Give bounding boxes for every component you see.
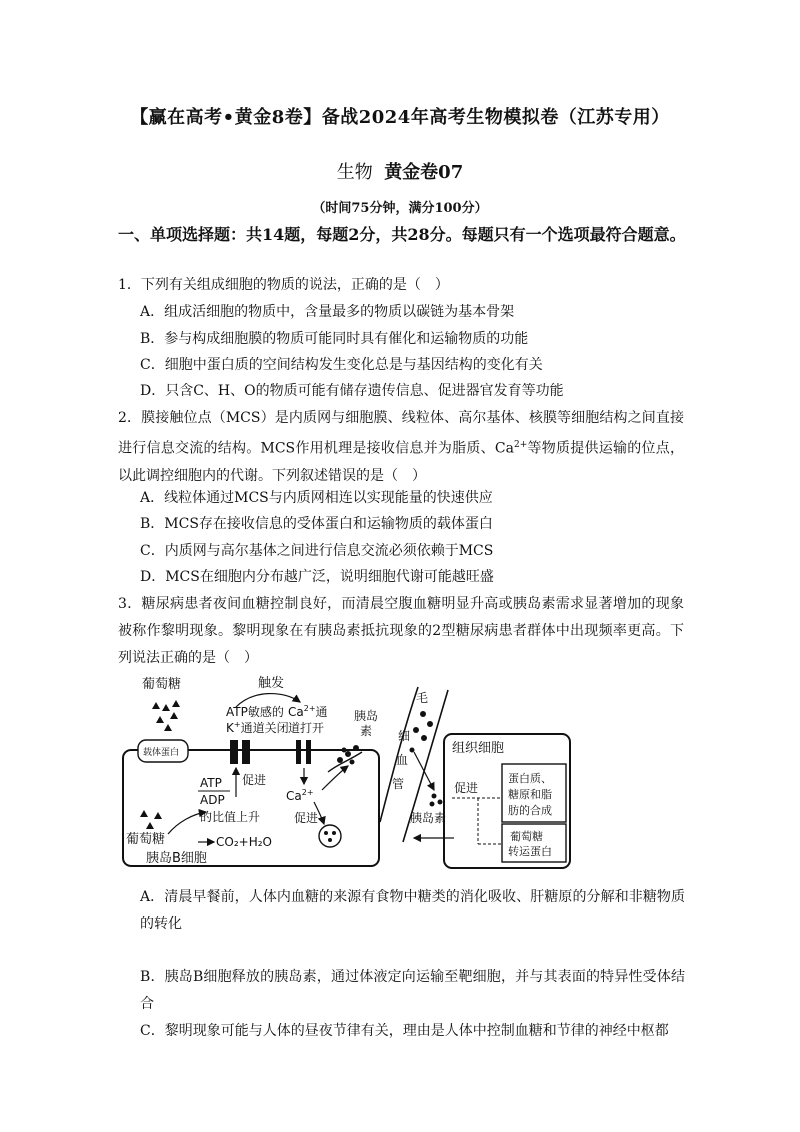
atp-label: ATP <box>200 776 222 790</box>
glucose-inside-label: 葡萄糖 <box>126 832 166 847</box>
question-2-option-a: A．线粒体通过MCS与内质网相连以实现能量的快速供应 <box>140 490 493 506</box>
ratio-label: 的比值上升 <box>200 810 261 824</box>
transporter-line-2: 转运蛋白 <box>508 845 552 858</box>
question-3-option-a: A．清晨早餐前，人体内血糖的来源有食物中糖类的消化吸收、肝糖原的分解和非糖物质的转化 <box>140 889 685 932</box>
question-2-option-c: C．内质网与高尔基体之间进行信息交流必须依赖于MCS <box>140 543 494 559</box>
insulin-blood-label: 胰岛素 <box>410 811 447 825</box>
ca-ion-label: $Ca^{2+}$ <box>286 788 314 803</box>
promote-label-2: 促进 <box>294 811 319 825</box>
ca-channel-label-1: $Ca^{2+}$通 <box>288 704 328 719</box>
insulin-label-1: 胰岛 <box>354 709 379 723</box>
atp-channel-label-2: K+通道关闭 <box>226 720 289 735</box>
ca-channel-left <box>296 740 301 764</box>
trigger-label: 触发 <box>258 676 285 691</box>
k-channel-left <box>230 740 238 764</box>
carrier-protein-label: 载体蛋白 <box>143 748 180 758</box>
question-1-option-a: A．组成活细胞的物质中，含量最多的物质以碳链为基本骨架 <box>140 304 515 320</box>
question-1-option-b: B．参与构成细胞膜的物质可能同时具有催化和运输物质的功能 <box>140 331 529 347</box>
question-2-stem: 2．膜接触位点（MCS）是内质网与细胞膜、线粒体、高尔基体、核膜等细胞结构之间直接进行信息交流的结构。MCS作用机理是接收信息并为脂质、$Ca^{2+}$等物质提供运输的位点，以此调控细胞内的代谢。下列叙述错误的是（ ） <box>118 410 685 484</box>
capillary-char-4: 管 <box>392 777 405 791</box>
insulin-vesicle <box>319 825 341 847</box>
section-heading: 一、单项选择题：共14题，每题2分，共28分。每题只有一个选项最符合题意。 <box>118 225 686 244</box>
synthesis-line-1: 蛋白质、 <box>508 772 552 785</box>
tissue-cell-label: 组织细胞 <box>452 741 505 756</box>
capillary-char-2: 细 <box>398 729 411 743</box>
glucose-top-label: 葡萄糖 <box>142 677 182 692</box>
synthesis-line-3: 肪的合成 <box>508 804 552 817</box>
subject-label: 生物 <box>336 162 373 183</box>
glucose-molecules-top <box>152 700 180 731</box>
insulin-label-2: 素 <box>360 724 373 738</box>
adp-label: ADP <box>200 793 225 807</box>
ca-channel-right <box>306 740 311 764</box>
time-note: （时间75分钟，满分100分） <box>312 201 488 216</box>
synthesis-line-2: 糖原和脂 <box>508 788 552 801</box>
question-3-stem: 3．糖尿病患者夜间血糖控制良好，而清晨空腹血糖明显升高或胰岛素需求显著增加的现象被称作黎明现象。黎明现象在有胰岛素抵抗现象的2型糖尿病患者群体中出现频率更高。下列说法正确的是（ ） <box>118 596 684 666</box>
question-2-option-b: B．MCS存在接收信息的受体蛋白和运输物质的载体蛋白 <box>140 516 493 532</box>
exam-sub-title <box>0 158 800 184</box>
question-1-option-d: D．只含C、H、O的物质可能有储存遗传信息、促进器官发育等功能 <box>140 383 564 399</box>
paper-label: 黄金卷07 <box>384 162 464 183</box>
k-channel-right <box>242 740 250 764</box>
transporter-line-1: 葡萄糖 <box>510 830 543 843</box>
capillary-char-3: 血 <box>396 753 409 767</box>
question-1-stem: 1．下列有关组成细胞的物质的说法，正确的是（ ） <box>118 277 449 293</box>
insulin-secretion-diagram <box>118 672 578 872</box>
question-1-option-c: C．细胞中蛋白质的空间结构发生变化总是与基因结构的变化有关 <box>140 357 543 373</box>
beta-cell-label: 胰岛B细胞 <box>146 851 207 866</box>
insulin-granules-blood <box>410 711 434 753</box>
ca-channel-label-2: 道打开 <box>288 721 325 735</box>
promote-label-3: 促进 <box>454 781 479 795</box>
exam-main-title: 【赢在高考•黄金8卷】备战2024年高考生物模拟卷（江苏专用） <box>130 107 670 128</box>
glucose-molecules-inside <box>140 810 162 829</box>
atp-channel-label-1: ATP敏感的 <box>226 705 284 719</box>
question-3-option-c: C．黎明现象可能与人体的昼夜节律有关，理由是人体中控制血糖和节律的神经中枢都 <box>140 1023 669 1039</box>
question-2-option-d: D．MCS在细胞内分布越广泛，说明细胞代谢可能越旺盛 <box>140 569 494 585</box>
insulin-granules-tissue <box>430 794 443 807</box>
question-3-option-b: B．胰岛B细胞释放的胰岛素，通过体液定向运输至靶细胞，并与其表面的特异性受体结合 <box>140 969 685 1012</box>
promote-label-1: 促进 <box>242 773 267 787</box>
insulin-granules-membrane <box>337 745 359 765</box>
products-label: CO₂+H₂O <box>216 835 272 849</box>
capillary-char-1: 毛 <box>416 691 429 705</box>
